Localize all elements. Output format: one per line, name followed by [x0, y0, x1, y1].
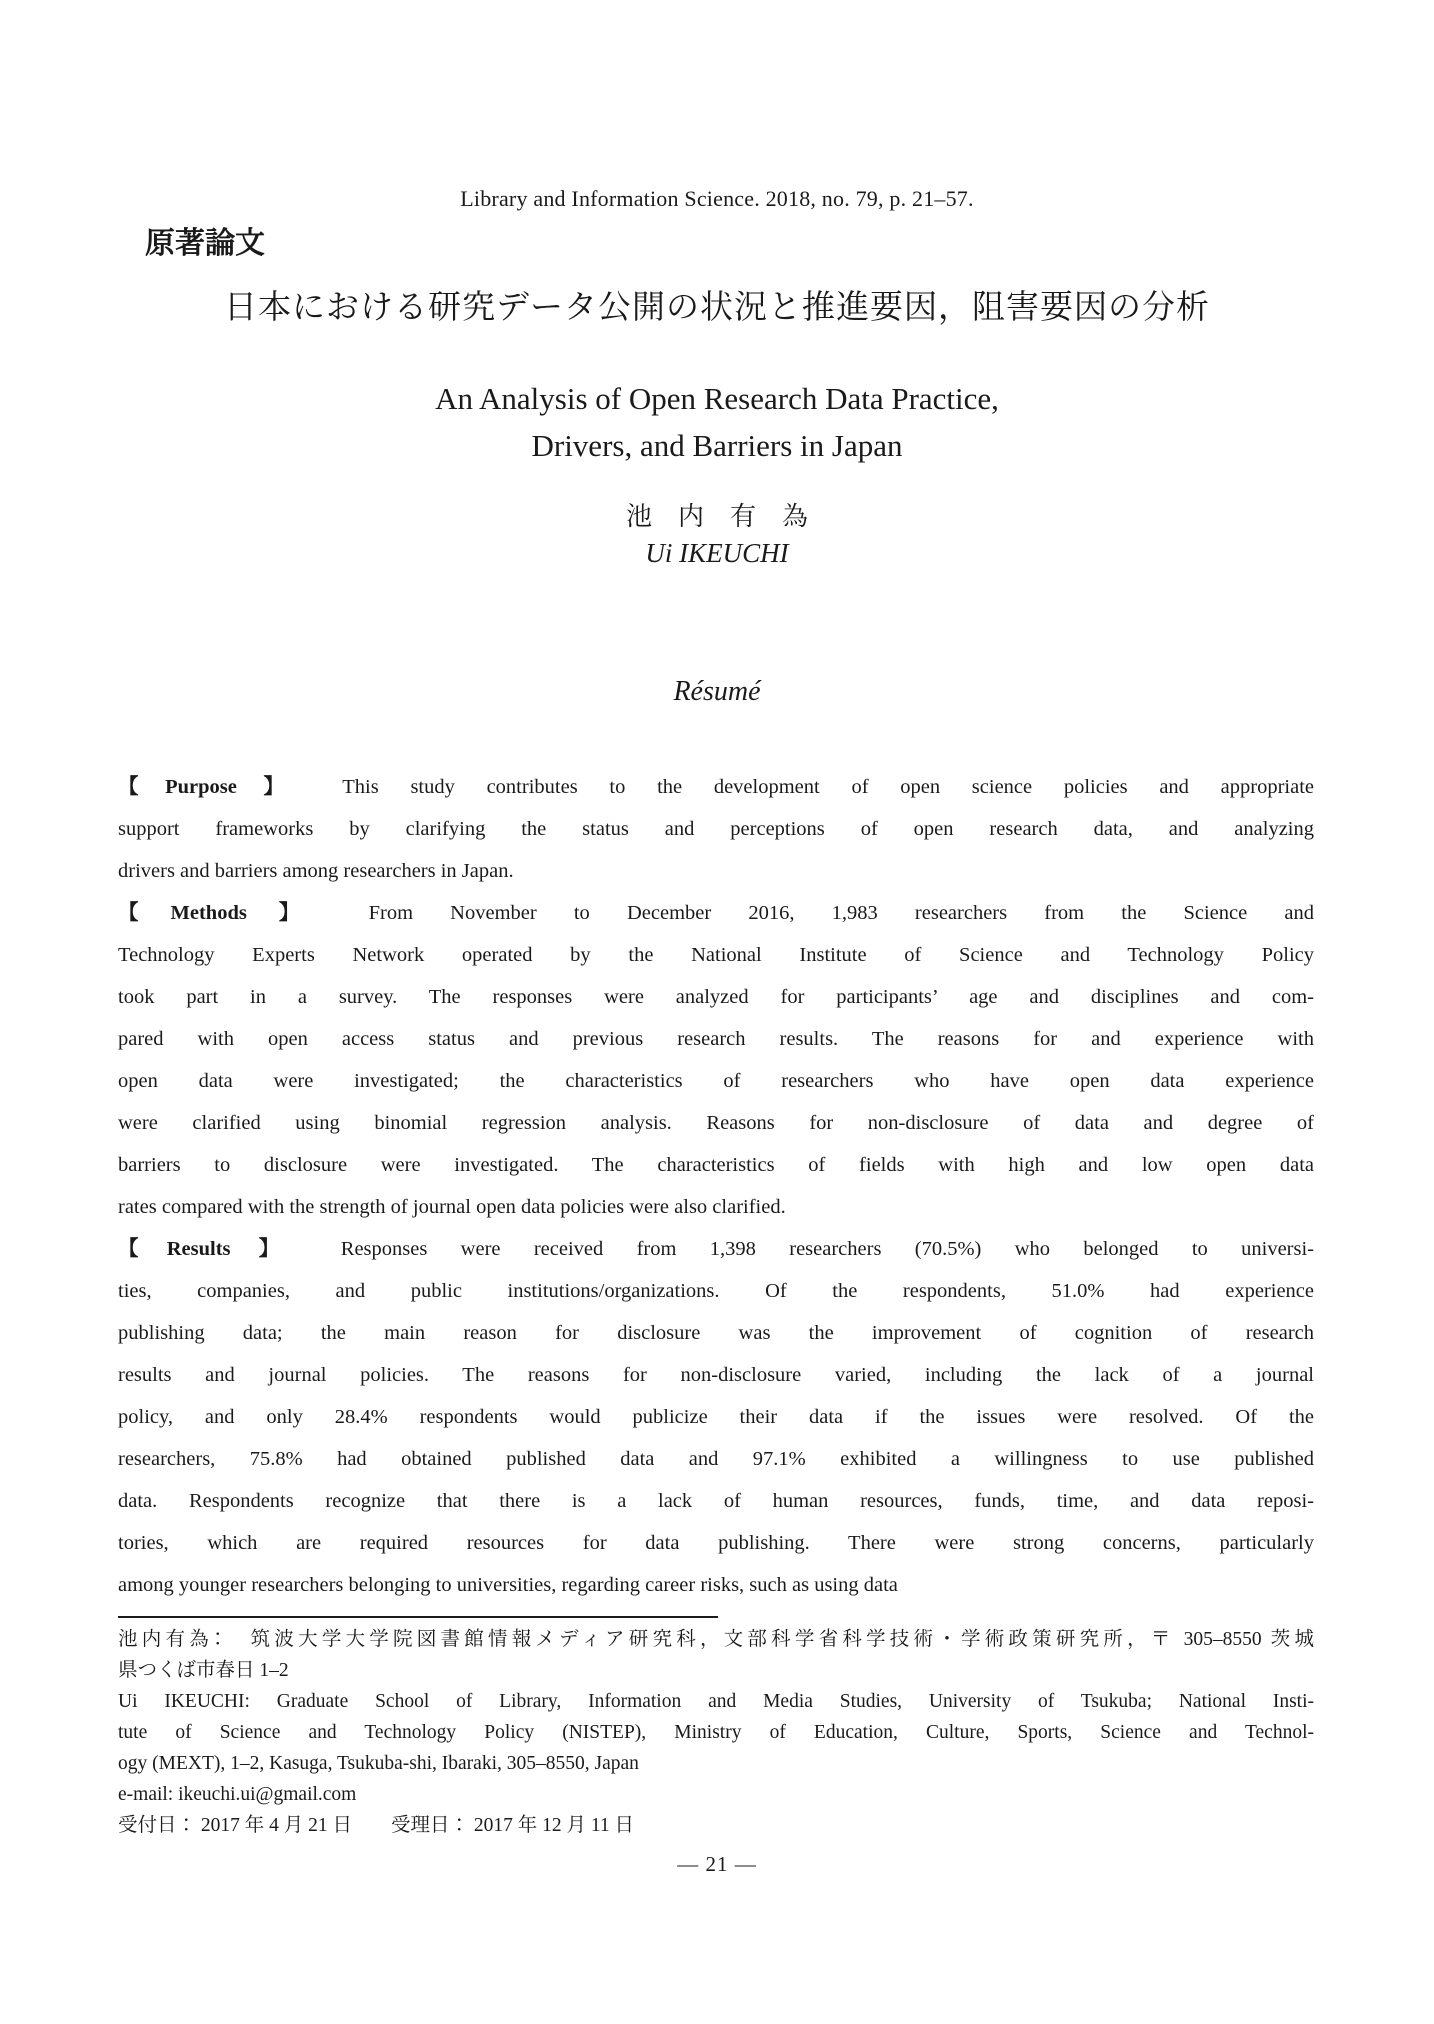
abstract-paragraph-methods: [118, 892, 1314, 1228]
paper-title-english-line1: An Analysis of Open Research Data Practice,: [435, 381, 999, 416]
text-line: pared with open access status and previous research results. The reasons for and experience with: [118, 1028, 1314, 1050]
text-line: 池内有為： 筑波大学大学院図書館情報メディア研究科，文部科学省科学技術・学術政策研究所，〒 305–8550 茨城: [118, 1629, 1314, 1650]
text-line: 【Purpose】 This study contributes to the development of open science policies and appropriate: [118, 776, 1314, 798]
text-line: rates compared with the strength of journal open data policies were also clarified.: [118, 1196, 786, 1218]
paper-title-english-line2: Drivers, and Barriers in Japan: [531, 428, 903, 463]
text-line: results and journal policies. The reasons for non-disclosure varied, including the lack of a journal: [118, 1364, 1314, 1386]
section-label: 【Methods】: [118, 902, 332, 924]
abstract-paragraph-results: [118, 1228, 1314, 1606]
abstract-paragraph-purpose: [118, 766, 1314, 892]
text-line: were clarified using binomial regression analysis. Reasons for non-disclosure of data and degree of: [118, 1112, 1314, 1134]
resume-heading: Résumé: [673, 676, 761, 707]
text-line: took part in a survey. The responses were analyzed for participants’ age and disciplines and com-: [118, 986, 1314, 1008]
text-line: drivers and barriers among researchers in Japan.: [118, 860, 514, 882]
text-line: Technology Experts Network operated by the National Institute of Science and Technology Policy: [118, 944, 1314, 966]
footnote-received-accepted-dates: [118, 1810, 1314, 1841]
text-line: support frameworks by clarifying the status and perceptions of open research data, and analyzing: [118, 818, 1314, 840]
author-name-english: Ui IKEUCHI: [645, 538, 789, 568]
page-number: — 21 —: [677, 1852, 757, 1876]
section-label: 【Purpose】: [118, 776, 311, 798]
text-line: publishing data; the main reason for disclosure was the improvement of cognition of research: [118, 1322, 1314, 1344]
text-line: 【Methods】 From November to December 2016, 1,983 researchers from the Science and: [118, 902, 1314, 924]
footnote-affiliation-english: [118, 1686, 1314, 1779]
footnote-section: [118, 1624, 1314, 1841]
text-line: open data were investigated; the characteristics of researchers who have open data experience: [118, 1070, 1314, 1092]
author-name-japanese: 池 内 有 為: [625, 502, 808, 531]
text-line: ogy (MEXT), 1–2, Kasuga, Tsukuba-shi, Ibaraki, 305–8550, Japan: [118, 1753, 639, 1774]
text-line: 【Results】 Responses were received from 1,398 researchers (70.5%) who belonged to universi-: [118, 1238, 1314, 1260]
journal-citation-header: Library and Information Science. 2018, no. 79, p. 21–57.: [460, 186, 974, 211]
text-line: tories, which are required resources for data publishing. There were strong concerns, particularly: [118, 1532, 1314, 1554]
text-line: e-mail: ikeuchi.ui@gmail.com: [118, 1784, 357, 1805]
text-line: Ui IKEUCHI: Graduate School of Library, Information and Media Studies, University of Tsukuba; National Insti-: [118, 1691, 1314, 1712]
footnote-affiliation-japanese: [118, 1624, 1314, 1686]
abstract-section: [118, 766, 1314, 1606]
text-line: policy, and only 28.4% respondents would publicize their data if the issues were resolved. Of the: [118, 1406, 1314, 1428]
section-label: 【Results】: [118, 1238, 308, 1260]
article-type-label: 原著論文: [145, 227, 265, 260]
paper-title-japanese: 日本における研究データ公開の状況と推進要因，阻害要因の分析: [224, 290, 1210, 326]
text-line: 受付日： 2017 年 4 月 21 日 受理日： 2017 年 12 月 11 日: [118, 1815, 635, 1836]
footnote-divider: [118, 1616, 718, 1618]
text-line: 県つくば市春日 1–2: [118, 1660, 289, 1681]
paper-title-english: [0, 375, 1434, 469]
text-line: tute of Science and Technology Policy (NISTEP), Ministry of Education, Culture, Sports, Science and Technol-: [118, 1722, 1314, 1743]
text-line: barriers to disclosure were investigated. The characteristics of fields with high and low open data: [118, 1154, 1314, 1176]
footnote-email: [118, 1779, 1314, 1810]
text-line: data. Respondents recognize that there is a lack of human resources, funds, time, and data reposi-: [118, 1490, 1314, 1512]
text-line: among younger researchers belonging to universities, regarding career risks, such as using data: [118, 1574, 898, 1596]
text-line: ties, companies, and public institutions/organizations. Of the respondents, 51.0% had experience: [118, 1280, 1314, 1302]
text-line: researchers, 75.8% had obtained published data and 97.1% exhibited a willingness to use published: [118, 1448, 1314, 1470]
